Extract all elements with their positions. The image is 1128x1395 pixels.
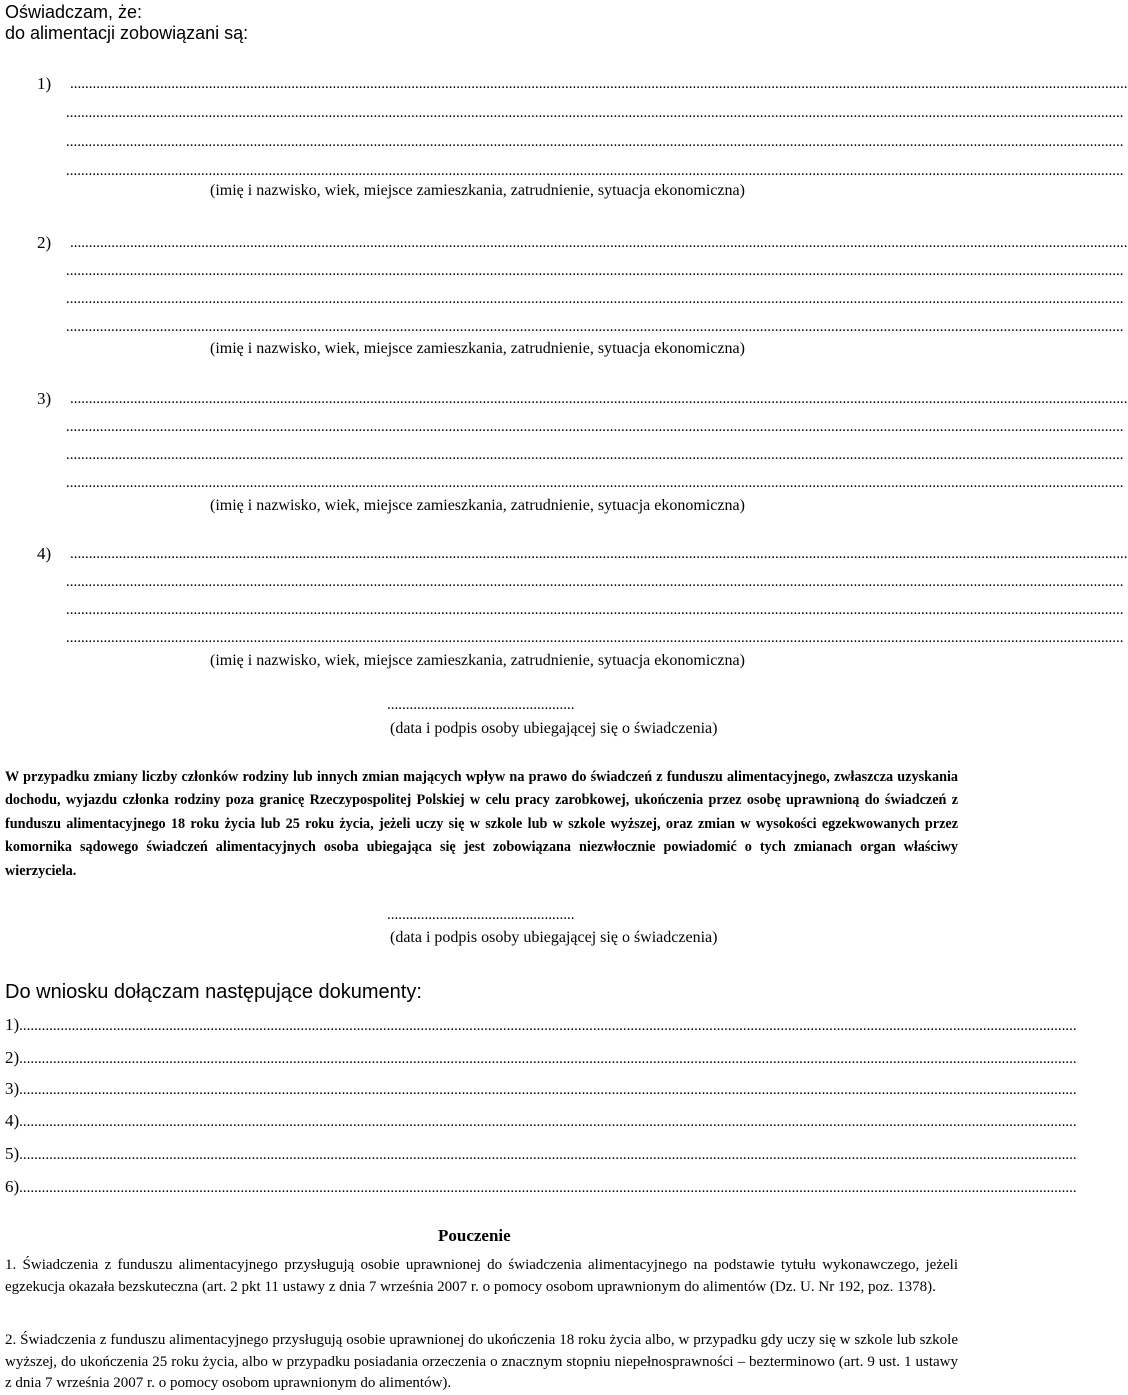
document-item [5, 1048, 1077, 1068]
dotted-line: .......................................................................................................................................................................................................................................................................................... [19, 1018, 1077, 1034]
document-item [5, 1111, 1077, 1131]
entry-number: 1) [37, 74, 52, 93]
dotted-line: .......................................................................................................................................................................................................................................................................................... [66, 319, 1124, 335]
document-item [5, 1177, 1077, 1197]
warning-paragraph: W przypadku zmiany liczby członków rodziny lub innych zmian mających wpływ na prawo do świadczeń z funduszu alimentacyjnego, zwłaszcza uzyskania dochodu, wyjazdu członka rodziny poza granicę Rzeczypospolitej Polskiej w celu pracy zarobkowej, ukończenia przez osobę uprawnioną do świadczeń z funduszu alimentacyjnego 18 roku życia lub 25 roku życia, jeżeli uczy się w szkole lub w szkole wyższej, oraz zmian w wysokości egzekwowanych przez komornika sądowego świadczeń alimentacyjnych osoba ubiegająca się jest zobowiązana niezwłocznie powiadomić o tych zmianach organ właściwy wierzyciela. [5, 769, 958, 879]
dotted-line: .......................................................................................................................................................................................................................................................................................... [66, 163, 1124, 179]
dotted-line: .......................................................................................................................................................................................................................................................................................... [66, 602, 1124, 618]
dotted-line: .......................................................................................................................................................................................................................................................................................... [70, 391, 1128, 407]
intro-line-2: do alimentacji zobowiązani są: [5, 23, 249, 43]
signature-caption: (data i podpis osoby ubiegającej się o świadczenia) [390, 929, 718, 946]
intro-line-1: Oświadczam, że: [5, 2, 143, 22]
document-number: 6) [5, 1177, 20, 1196]
dotted-line: .......................................................................................................................................................................................................................................................................................... [66, 263, 1124, 279]
pouczenie-item-2: 2. Świadczenia z funduszu alimentacyjnego przysługują osobie uprawnionej do ukończenia 18 roku życia albo, w przypadku gdy uczy się w szkole lub szkole wyższej, do ukończenia 25 roku życia, albo w przypadku posiadania orzeczenia o znacznym stopniu niepełnosprawności – bezterminowo (art. 9 ust. 1 ustawy z dnia 7 września 2007 r. o pomocy osobom uprawnionym do alimentów). [5, 1332, 958, 1391]
document-item [5, 1015, 1077, 1035]
signature-line: .................................................. [387, 907, 575, 923]
pouczenie-title: Pouczenie [438, 1226, 511, 1245]
document-number: 1) [5, 1015, 20, 1034]
document-number: 4) [5, 1111, 20, 1130]
dotted-line: .......................................................................................................................................................................................................................................................................................... [66, 475, 1124, 491]
dotted-line: .......................................................................................................................................................................................................................................................................................... [19, 1147, 1077, 1163]
dotted-line: .......................................................................................................................................................................................................................................................................................... [70, 76, 1128, 92]
dotted-line: .......................................................................................................................................................................................................................................................................................... [66, 574, 1124, 590]
dotted-line: .......................................................................................................................................................................................................................................................................................... [66, 419, 1124, 435]
document-item [5, 1144, 1077, 1164]
dotted-line: .......................................................................................................................................................................................................................................................................................... [70, 546, 1128, 562]
dotted-line: .......................................................................................................................................................................................................................................................................................... [19, 1051, 1077, 1067]
pouczenie-item-1: 1. Świadczenia z funduszu alimentacyjnego przysługują osobie uprawnionej do świadczenia alimentacyjnego na podstawie tytułu wykonawczego, jeżeli egzekucja okazała bezskuteczna (art. 2 pkt 11 ustawy z dnia 7 września 2007 r. o pomocy osobom uprawnionym do alimentów (Dz. U. Nr 192, poz. 1378). [5, 1257, 958, 1295]
dotted-line: .......................................................................................................................................................................................................................................................................................... [66, 134, 1124, 150]
entry-number: 3) [37, 389, 52, 408]
entry-caption: (imię i nazwisko, wiek, miejsce zamieszkania, zatrudnienie, sytuacja ekonomiczna) [210, 652, 745, 669]
signature-caption: (data i podpis osoby ubiegającej się o świadczenia) [390, 720, 718, 737]
document-number: 3) [5, 1079, 20, 1098]
dotted-line: .......................................................................................................................................................................................................................................................................................... [66, 447, 1124, 463]
entry-caption: (imię i nazwisko, wiek, miejsce zamieszkania, zatrudnienie, sytuacja ekonomiczna) [210, 497, 745, 514]
dotted-line: .......................................................................................................................................................................................................................................................................................... [19, 1114, 1077, 1130]
document-item [5, 1079, 1077, 1099]
dotted-line: .......................................................................................................................................................................................................................................................................................... [19, 1082, 1077, 1098]
signature-line: .................................................. [387, 697, 575, 713]
document-number: 5) [5, 1144, 20, 1163]
dotted-line: .......................................................................................................................................................................................................................................................................................... [66, 630, 1124, 646]
entry-number: 4) [37, 544, 52, 563]
dotted-line: .......................................................................................................................................................................................................................................................................................... [19, 1180, 1077, 1196]
entry-caption: (imię i nazwisko, wiek, miejsce zamieszkania, zatrudnienie, sytuacja ekonomiczna) [210, 340, 745, 357]
entry-caption: (imię i nazwisko, wiek, miejsce zamieszkania, zatrudnienie, sytuacja ekonomiczna) [210, 182, 745, 199]
document-number: 2) [5, 1048, 20, 1067]
documents-heading: Do wniosku dołączam następujące dokumenty: [5, 981, 422, 1003]
dotted-line: .......................................................................................................................................................................................................................................................................................... [66, 291, 1124, 307]
entry-number: 2) [37, 233, 52, 252]
dotted-line: .......................................................................................................................................................................................................................................................................................... [70, 235, 1128, 251]
dotted-line: .......................................................................................................................................................................................................................................................................................... [66, 105, 1124, 121]
